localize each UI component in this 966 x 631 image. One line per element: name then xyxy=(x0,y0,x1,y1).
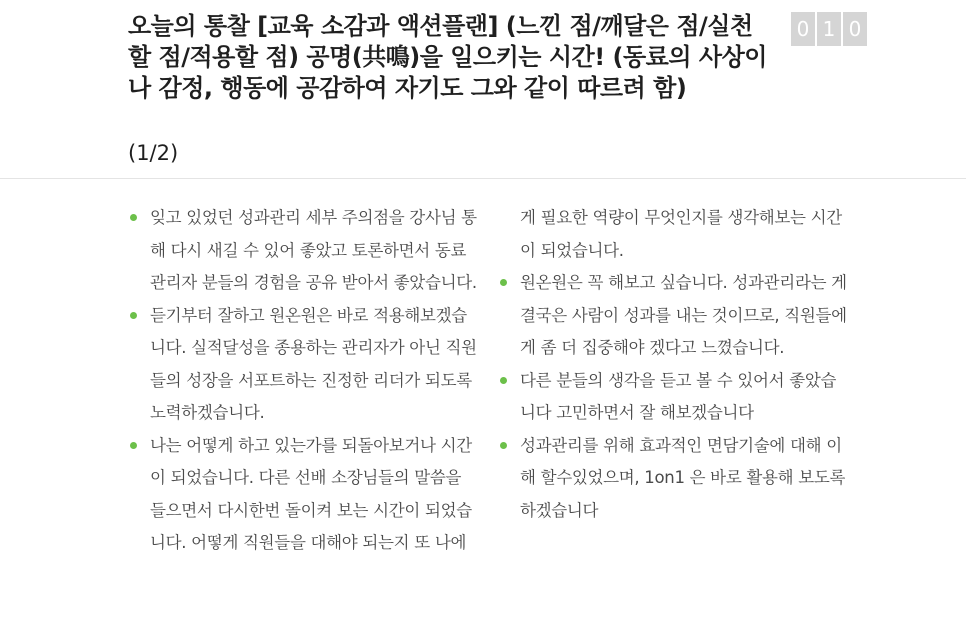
list-item-text: 듣기부터 잘하고 원온원은 바로 적용해보겠습니다. 실적달성을 종용하는 관리자가 아닌 직원들의 성장을 서포트하는 진정한 리더가 되도록 노력하겠습니다. xyxy=(150,305,477,422)
header xyxy=(0,0,966,179)
counter-digit: 1 xyxy=(817,12,841,46)
list-item xyxy=(128,202,478,300)
feedback-list xyxy=(128,202,848,612)
bullet-dot-icon xyxy=(130,312,137,319)
bullet-dot-icon xyxy=(130,442,137,449)
list-item-text: 나는 어떻게 하고 있는가를 되돌아보거나 시간이 되었습니다. 다른 선배 소장님들의 말씀을 들으면서 다시한번 돌이켜 보는 시간이 되었습니다. 어떻게 직원들을 대해야 되는지 또 나에게 필요한 역량이 무엇인지를 생각해보는 시간이 되었습니다. xyxy=(150,208,842,552)
counter-digit: 0 xyxy=(791,12,815,46)
bullet-dot-icon xyxy=(130,214,137,221)
digit-counter xyxy=(791,12,867,46)
list-item xyxy=(498,267,848,365)
list-item-text: 잊고 있었던 성과관리 세부 주의점을 강사님 통해 다시 새길 수 있어 좋았고 토론하면서 동료 관리자 분들의 경험을 공유 받아서 좋았습니다. xyxy=(150,208,477,292)
bullet-dot-icon xyxy=(500,279,507,286)
list-item-text: 원온원은 꼭 해보고 싶습니다. 성과관리라는 게 결국은 사람이 성과를 내는 것이므로, 직원들에게 좀 더 집중해야 겠다고 느꼈습니다. xyxy=(520,273,847,357)
bullet-dot-icon xyxy=(500,377,507,384)
list-item xyxy=(128,300,478,430)
counter-digit: 0 xyxy=(843,12,867,46)
page-title: 오늘의 통찰 [교육 소감과 액션플랜] (느낀 점/깨달은 점/실천할 점/적용할 점) 공명(共鳴)을 일으키는 시간! (동료의 사상이나 감정, 행동에 공감하여 자기도 그와 같이 따르려 함) xyxy=(128,12,767,102)
list-item-text: 다른 분들의 생각을 듣고 볼 수 있어서 좋았습니다 고민하면서 잘 해보겠습니다 xyxy=(520,370,837,422)
bullet-dot-icon xyxy=(500,442,507,449)
list-item xyxy=(498,430,848,528)
list-item xyxy=(498,365,848,430)
page-indicator: (1/2) xyxy=(128,141,179,165)
list-item-text: 성과관리를 위해 효과적인 면담기술에 대해 이해 할수있었으며, 1on1 은 바로 활용해 보도록 하겠습니다 xyxy=(520,435,846,520)
